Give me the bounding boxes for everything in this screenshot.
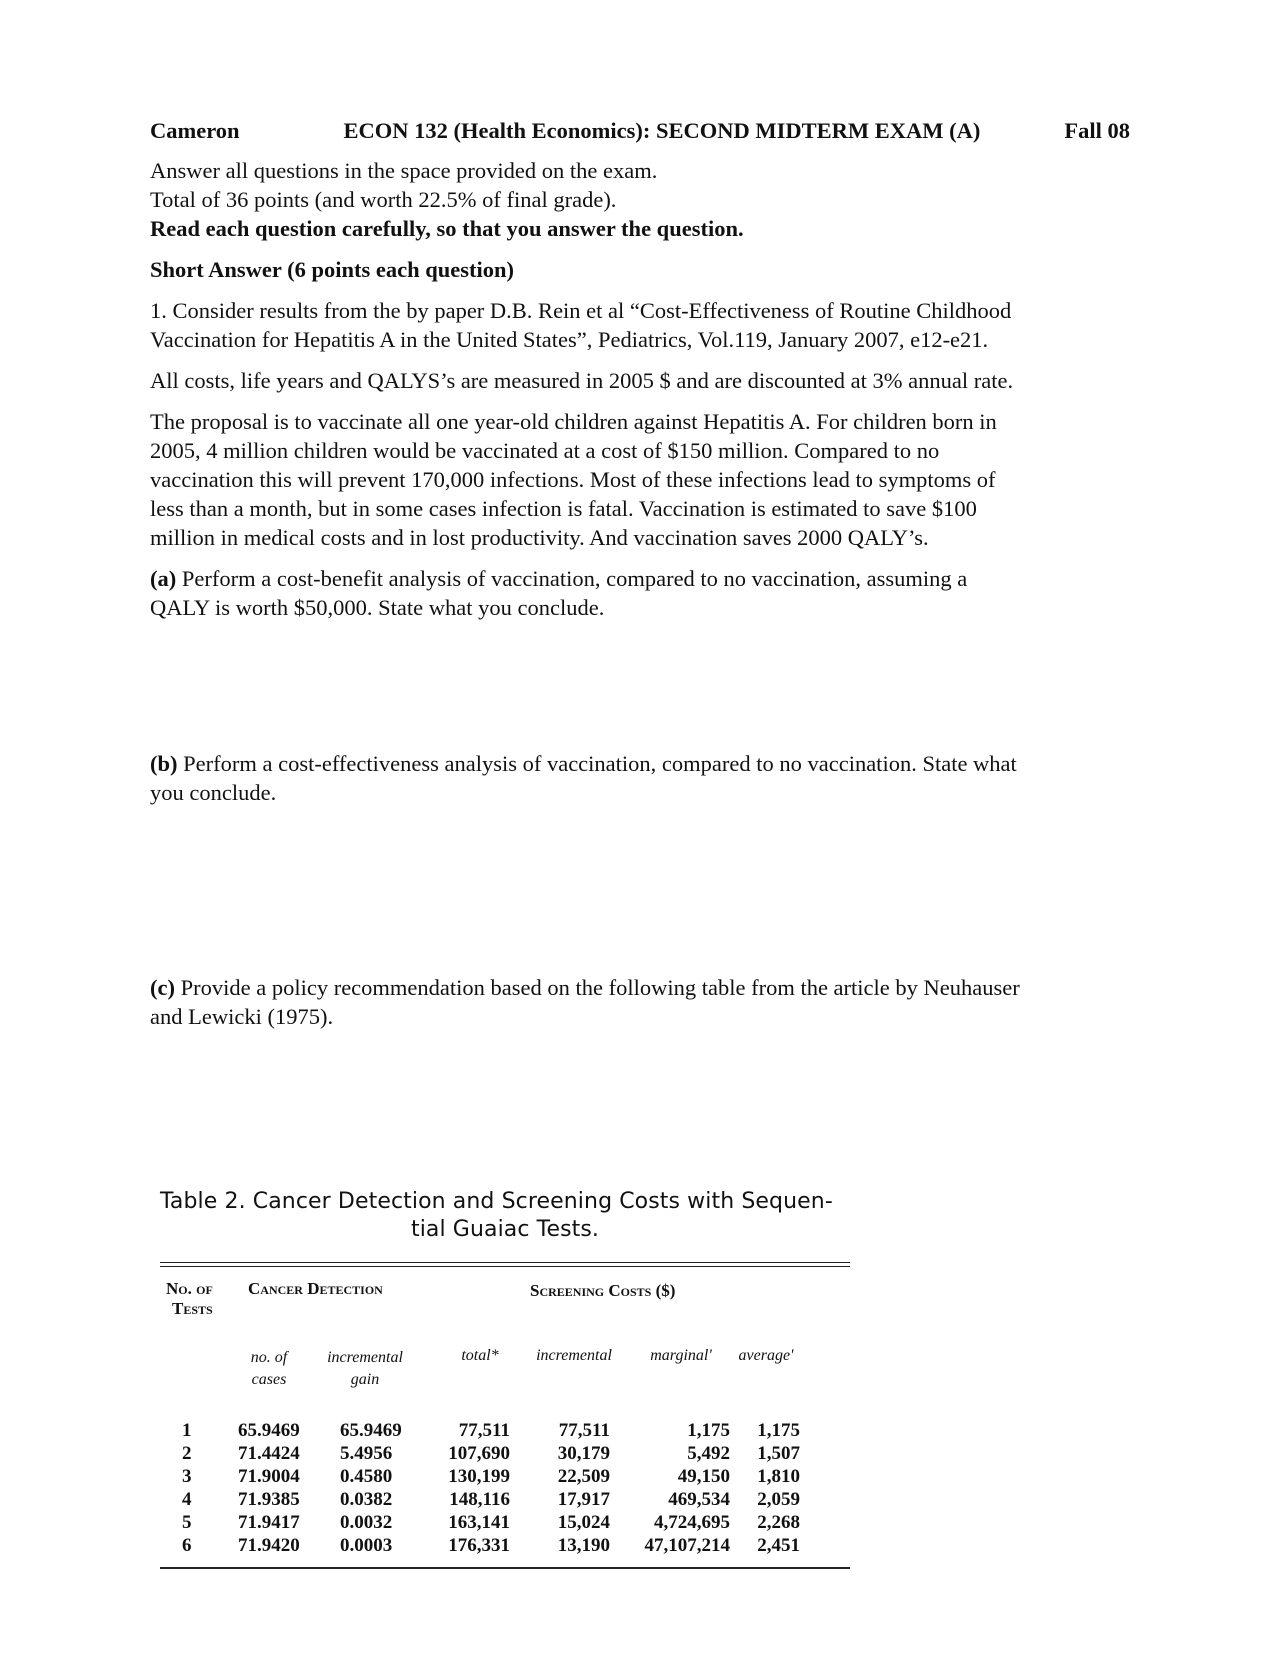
row-incremental-cost: 15,024	[557, 1512, 610, 1533]
header-term: Fall 08	[1064, 118, 1130, 143]
sub-incremental-header: incremental	[536, 1347, 612, 1364]
exam-page	[150, 110, 1130, 1031]
row-cases: 71.9420	[238, 1535, 300, 1556]
table-row	[160, 1442, 850, 1465]
row-incremental-gain: 5.4956	[340, 1443, 393, 1464]
row-average-cost: 1,810	[757, 1466, 800, 1487]
header-author: Cameron	[150, 118, 240, 143]
question-1-intro	[150, 296, 1130, 354]
row-average-cost: 2,059	[757, 1489, 800, 1510]
sub-gain-header	[310, 1347, 420, 1391]
row-total-cost: 163,141	[448, 1512, 510, 1533]
question-text: The proposal is to vaccinate all one year-old children against Hepatitis A. For children born in	[150, 409, 997, 434]
question-text: 1. Consider results from the by paper D.B. Rein et al “Cost-Effectiveness of Routine Childhood	[150, 298, 1012, 323]
group-costs-header: Screening Costs ($)	[530, 1281, 676, 1300]
sub-header-line: no. of	[250, 1349, 288, 1366]
row-average-cost: 2,451	[757, 1535, 800, 1556]
row-marginal-cost: 5,492	[687, 1443, 730, 1464]
header-title: ECON 132 (Health Economics): SECOND MIDTERM EXAM (A)	[343, 118, 981, 143]
row-test-number: 1	[182, 1420, 192, 1441]
question-text: Vaccination for Hepatitis A in the United States”, Pediatrics, Vol.119, January 2007, e12-e21.	[150, 327, 989, 352]
instruction-line: Answer all questions in the space provided on the exam.	[150, 158, 658, 183]
part-text: Perform a cost-benefit analysis of vaccination, compared to no vaccination, assuming a	[176, 566, 968, 591]
sub-total-header: total*	[461, 1347, 499, 1364]
row-incremental-cost: 13,190	[557, 1535, 610, 1556]
sub-header-line: incremental	[327, 1349, 403, 1366]
row-test-number: 6	[182, 1535, 192, 1556]
question-1b	[150, 749, 1130, 807]
table-title-line: tial Guaiac Tests.	[410, 1217, 600, 1242]
row-test-number: 2	[182, 1443, 192, 1464]
table-row	[160, 1511, 850, 1534]
question-text: QALY is worth $50,000. State what you conclude.	[150, 595, 605, 620]
table-bottom-rule	[160, 1567, 850, 1569]
question-text: you conclude.	[150, 780, 277, 805]
question-text: million in medical costs and in lost productivity. And vaccination saves 2000 QALY’s.	[150, 525, 929, 550]
group-detection-header: Cancer Detection	[248, 1279, 383, 1298]
row-cases: 71.9417	[238, 1512, 300, 1533]
row-incremental-cost: 22,509	[557, 1466, 610, 1487]
exam-header	[150, 110, 1130, 152]
question-text: 2005, 4 million children would be vaccinated at a cost of $150 million. Compared to no	[150, 438, 940, 463]
row-average-cost: 1,175	[757, 1420, 800, 1441]
question-text: vaccination this will prevent 170,000 infections. Most of these infections lead to symptoms of	[150, 467, 996, 492]
question-1c	[150, 973, 1130, 1031]
sub-cases-header	[234, 1347, 304, 1391]
table-title-line: Table 2. Cancer Detection and Screening Costs with Sequen-	[160, 1189, 833, 1214]
sub-header-line: cases	[251, 1371, 287, 1388]
row-incremental-gain: 0.0003	[340, 1535, 393, 1556]
part-label: (a)	[150, 566, 177, 591]
sub-average-header: average'	[738, 1347, 794, 1364]
table-row	[160, 1488, 850, 1511]
row-incremental-cost: 30,179	[557, 1443, 610, 1464]
question-text: All costs, life years and QALYS’s are measured in 2005 $ and are discounted at 3% annual rate.	[150, 368, 1014, 393]
part-text: Provide a policy recommendation based on the following table from the article by Neuhauser	[174, 975, 1020, 1000]
question-text: and Lewicki (1975).	[150, 1004, 334, 1029]
row-incremental-cost: 77,511	[558, 1420, 610, 1441]
part-label: (b)	[150, 751, 178, 776]
row-total-cost: 77,511	[458, 1420, 510, 1441]
question-text: less than a month, but in some cases infection is fatal. Vaccination is estimated to save $100	[150, 496, 977, 521]
instruction-line: Total of 36 points (and worth 22.5% of final grade).	[150, 187, 617, 212]
row-cases: 71.9004	[238, 1466, 300, 1487]
row-test-number: 5	[182, 1512, 192, 1533]
row-test-number: 3	[182, 1466, 192, 1487]
row-marginal-cost: 4,724,695	[654, 1512, 730, 1533]
row-incremental-gain: 0.0382	[340, 1489, 393, 1510]
row-marginal-cost: 47,107,214	[644, 1535, 730, 1556]
row-marginal-cost: 469,534	[668, 1489, 730, 1510]
sub-header-line: gain	[350, 1371, 380, 1388]
table-row	[160, 1534, 850, 1557]
part-label: (c)	[150, 975, 175, 1000]
table-group-headers	[160, 1267, 850, 1347]
table-body	[160, 1419, 850, 1557]
row-incremental-cost: 17,917	[557, 1489, 610, 1510]
part-text: Perform a cost-effectiveness analysis of vaccination, compared to no vaccination. State what	[177, 751, 1017, 776]
question-text	[150, 973, 1130, 1002]
row-average-cost: 2,268	[757, 1512, 800, 1533]
table-row	[160, 1465, 850, 1488]
row-cases: 65.9469	[238, 1420, 300, 1441]
row-incremental-gain: 65.9469	[340, 1420, 402, 1441]
question-1-costs	[150, 366, 1130, 395]
col-tests-header	[166, 1279, 213, 1319]
cancer-screening-table	[160, 1188, 850, 1569]
row-total-cost: 130,199	[448, 1466, 510, 1487]
row-cases: 71.4424	[238, 1443, 300, 1464]
row-total-cost: 176,331	[448, 1535, 510, 1556]
question-text	[150, 564, 1130, 593]
row-incremental-gain: 0.0032	[340, 1512, 393, 1533]
sub-marginal-header: marginal'	[650, 1347, 712, 1364]
table-title	[160, 1188, 850, 1244]
row-marginal-cost: 49,150	[677, 1466, 730, 1487]
row-average-cost: 1,507	[757, 1443, 800, 1464]
col-tests-line: No. of	[166, 1279, 213, 1298]
table-row	[160, 1419, 850, 1442]
row-cases: 71.9385	[238, 1489, 300, 1510]
col-tests-line: Tests	[172, 1299, 213, 1318]
table-sub-headers	[160, 1347, 850, 1419]
question-1-proposal	[150, 407, 1130, 552]
row-incremental-gain: 0.4580	[340, 1466, 393, 1487]
row-total-cost: 148,116	[449, 1489, 510, 1510]
question-1a	[150, 564, 1130, 622]
row-test-number: 4	[182, 1489, 192, 1510]
instructions	[150, 156, 1130, 243]
question-text	[150, 749, 1130, 778]
instruction-line-bold: Read each question carefully, so that you answer the question.	[150, 216, 744, 241]
row-marginal-cost: 1,175	[687, 1420, 730, 1441]
section-title: Short Answer (6 points each question)	[150, 257, 514, 282]
row-total-cost: 107,690	[448, 1443, 510, 1464]
